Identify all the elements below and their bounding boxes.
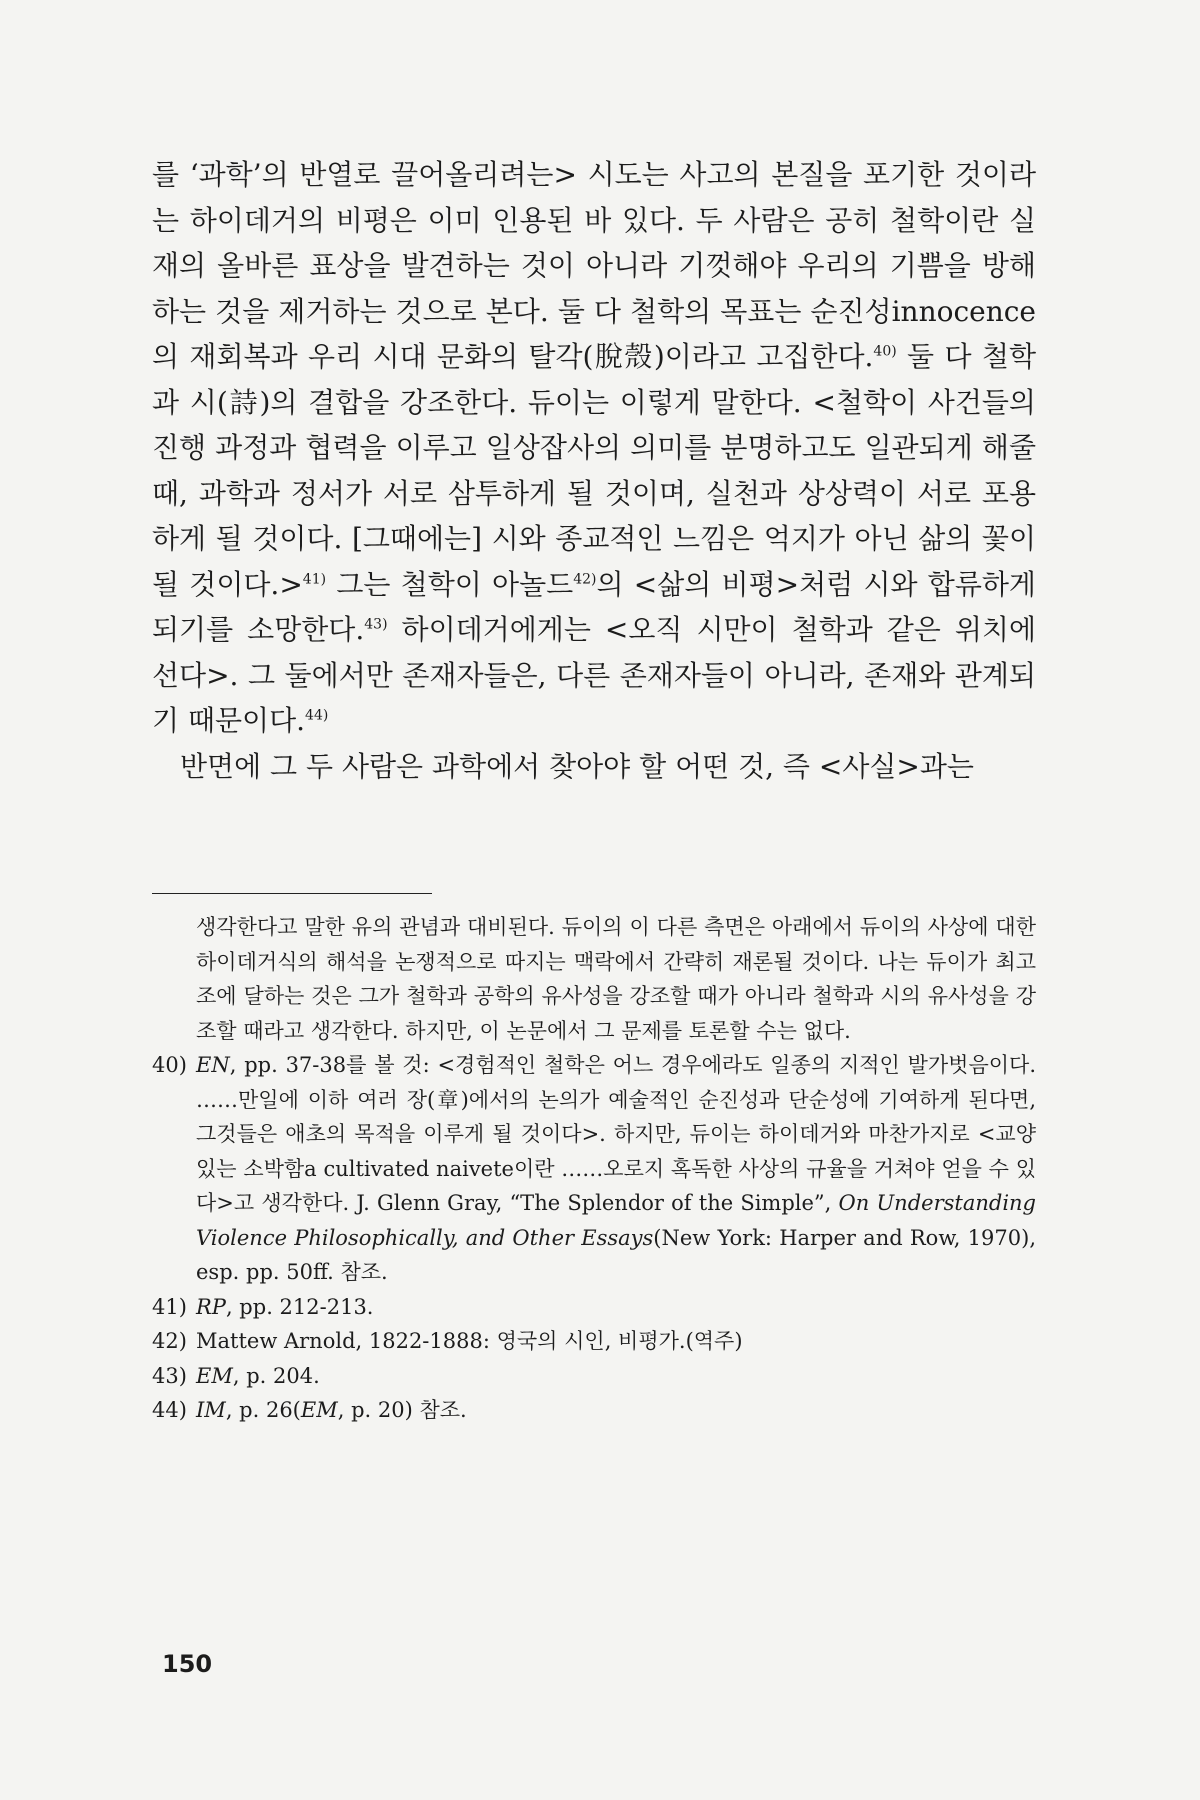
book-title: On Understanding Violence Philosophically, and Other Essays — [196, 1191, 1036, 1250]
footnote-44 — [152, 1393, 1036, 1428]
footnote-ref-41: 41) — [302, 571, 327, 588]
text-run: , p. 26( — [225, 1398, 301, 1422]
footnote-number: 43) — [152, 1363, 187, 1388]
footnote-ref-40: 40) — [873, 343, 897, 360]
paragraph — [152, 152, 1036, 744]
footnote-40 — [152, 1048, 1036, 1290]
footnote-ref-44: 44) — [305, 707, 329, 724]
text-run: , p. 20) 참조. — [337, 1398, 467, 1422]
footnote-ref-42: 42) — [573, 571, 597, 588]
abbreviation: RP — [196, 1294, 226, 1319]
text-run: , pp. 37-38를 볼 것: <경험적인 철학은 어느 경우에라도 일종의 지적인 발가벗음이다. ……만일에 이하 여러 장(章)에서의 논의가 예술적인 순진성과 단순성에 기여하게 된다면, 그것들은 애초의 목적을 이루게 될 것이다>. 하지만, 듀이는 하이데거와 마찬가지로 <교양 있는 소박함a cultivated naivete이란 ……오로지 혹독한 사상의 규율을 거쳐야 얻을 수 있다>고 생각한다. J. Glenn Gray, “The Splendor of the Simple”, — [196, 1053, 1036, 1215]
footnote-number: 44) — [152, 1398, 187, 1422]
footnote-number: 42) — [152, 1329, 187, 1353]
footnote-number: 41) — [152, 1294, 187, 1319]
abbreviation: EN — [196, 1053, 230, 1077]
text-run: (New York: Harper and Row, 1970), esp. pp. 50ff. 참조. — [196, 1225, 1036, 1284]
footnote-text — [196, 1359, 1036, 1394]
text-run: , pp. 212-213. — [225, 1294, 374, 1319]
footnote-text: Mattew Arnold, 1822-1888: 영국의 시인, 비평가.(역주) — [196, 1329, 743, 1353]
footnote-ref-43: 43) — [364, 616, 388, 633]
footnote-43 — [152, 1359, 1036, 1394]
footnote-text — [196, 1290, 1036, 1325]
footnote-text — [196, 1393, 1036, 1428]
footnote-number: 40) — [152, 1053, 187, 1077]
text-run: 의 <삶의 비평>처럼 시와 합류하게 되기를 소망한다. — [152, 567, 1036, 646]
page-number: 150 — [162, 1650, 213, 1678]
footnote-41 — [152, 1290, 1036, 1325]
abbreviation: EM — [196, 1363, 233, 1388]
footnote-continuation: 생각한다고 말한 유의 관념과 대비된다. 듀이의 이 다른 측면은 아래에서 듀이의 사상에 대한 하이데거식의 해석을 논쟁적으로 따지는 맥락에서 간략히 재론될 것이다. 나는 듀이가 최고조에 달하는 것은 그가 철학과 공학의 유사성을 강조할 때가 아니라 철학과 시의 유사성을 강조할 때라고 생각한다. 하지만, 이 논문에서 그 문제를 토론할 수는 없다. — [196, 915, 1036, 1043]
text-run: , p. 204. — [232, 1363, 320, 1388]
text-run: 그는 철학이 아놀드 — [326, 567, 574, 601]
main-text — [152, 152, 1036, 789]
text-run: 하이데거에게는 <오직 시만이 철학과 같은 위치에 선다>. 그 둘에서만 존재자들은, 다른 존재자들이 아니라, 존재와 관계되기 때문이다. — [152, 613, 1036, 737]
abbreviation: EM — [300, 1398, 338, 1422]
footnote-text — [196, 1048, 1036, 1290]
footnote-divider — [152, 893, 432, 894]
text-run: 둘 다 철학과 시(詩)의 결합을 강조한다. 듀이는 이렇게 말한다. <철학이 사건들의 진행 과정과 협력을 이루고 일상잡사의 의미를 분명하고도 일관되게 해줄 때, 과학과 정서가 서로 삼투하게 될 것이며, 실천과 상상력이 서로 포용하게 될 것이다. [그때에는] 시와 종교적인 느낌은 억지가 아닌 삶의 꽃이 될 것이다.> — [152, 340, 1036, 601]
footnote-42 — [152, 1324, 1036, 1359]
abbreviation: IM — [196, 1398, 226, 1422]
paragraph: 반면에 그 두 사람은 과학에서 찾아야 할 어떤 것, 즉 <사실>과는 — [180, 749, 974, 783]
footnotes — [152, 910, 1036, 1428]
text-run: 를 ‘과학’의 반열로 끌어올리려는> 시도는 사고의 본질을 포기한 것이라는 하이데거의 비평은 이미 인용된 바 있다. 두 사람은 공히 철학이란 실재의 올바른 표상을 발견하는 것이 아니라 기껏해야 우리의 기쁨을 방해하는 것을 제거하는 것으로 본다. 둘 다 철학의 목표는 순진성innocence의 재회복과 우리 시대 문화의 탈각(脫殼)이라고 고집한다. — [152, 158, 1036, 373]
